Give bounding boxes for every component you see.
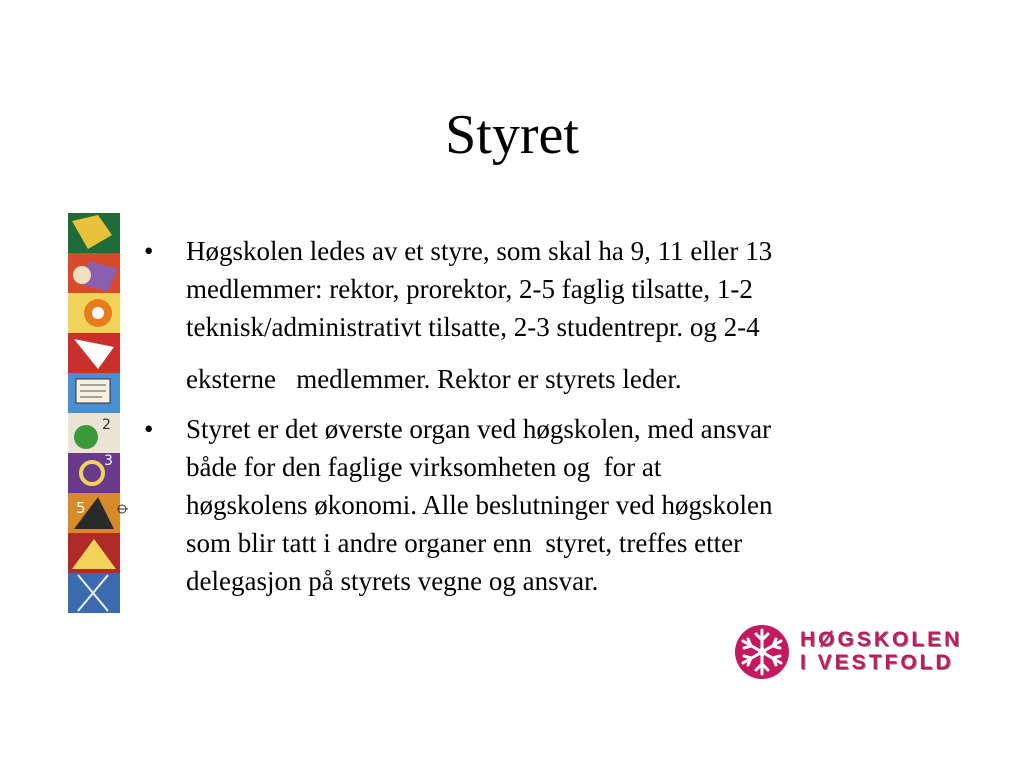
slide-title: Styret	[445, 104, 579, 166]
svg-text:5: 5	[76, 499, 86, 517]
bullet-line: teknisk/administrativt tilsatte, 2-3 studentrepr. og 2-4	[186, 312, 760, 342]
logo-line-2: I VESTFOLD	[800, 651, 954, 674]
bullet-mark: •	[144, 236, 154, 266]
bullet-line: eksterne medlemmer. Rektor er styrets leder.	[186, 364, 682, 394]
bullet-line: medlemmer: rektor, prorektor, 2-5 faglig tilsatte, 1-2	[186, 274, 753, 304]
bullet-mark: •	[144, 414, 154, 444]
bullet-line: både for den faglige virksomheten og for at	[186, 452, 662, 482]
snowflake-logo-icon	[732, 622, 792, 682]
bullet-item	[144, 232, 944, 398]
collage-strip-icon	[68, 213, 130, 613]
svg-text:2: 2	[102, 417, 111, 433]
bullet-list	[144, 232, 944, 600]
logo-line-1: HØGSKOLEN	[800, 628, 963, 651]
bullet-line: delegasjon på styrets vegne og ansvar.	[186, 566, 599, 596]
bullet-line: Høgskolen ledes av et styre, som skal ha 9, 11 eller 13	[186, 236, 773, 266]
svg-text:3: 3	[104, 453, 113, 469]
bullet-item	[144, 410, 944, 600]
college-logo	[732, 622, 963, 682]
bullet-line: som blir tatt i andre organer enn styret, treffes etter	[186, 528, 743, 558]
bullet-line: høgskolens økonomi. Alle beslutninger ved høgskolen	[186, 490, 773, 520]
logo-wordmark	[800, 628, 962, 674]
bullet-line: Styret er det øverste organ ved høgskolen, med ansvar	[186, 414, 772, 444]
